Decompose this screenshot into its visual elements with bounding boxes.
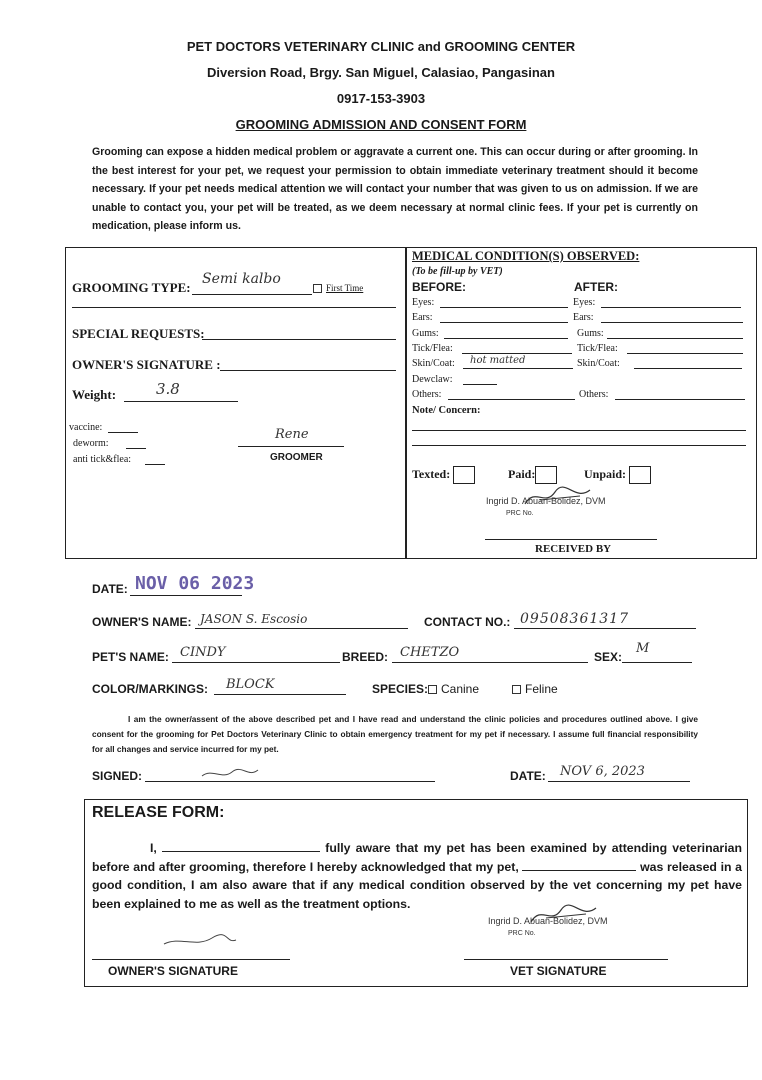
before-gums-label: Gums: bbox=[412, 328, 439, 339]
texted-checkbox[interactable] bbox=[453, 466, 475, 484]
pet-name-value[interactable]: CINDY bbox=[180, 645, 226, 660]
canine-checkbox[interactable] bbox=[428, 685, 437, 694]
clinic-address: Diversion Road, Brgy. San Miguel, Calasiao, Pangasinan bbox=[207, 65, 555, 80]
before-tickflea-label: Tick/Flea: bbox=[412, 343, 453, 354]
owner-name-label: OWNER'S NAME: bbox=[92, 615, 192, 629]
breed-label: BREED: bbox=[342, 650, 389, 664]
consent-paragraph: I am the owner/assent of the above described pet and I have read and understand the clinic policies and procedures outlined above. I give consent for the grooming for Pet Doctors Veterinary Clinic to obtain emergency treatment for my pet if necessary. I assume full financial responsibility for all changes and service incurred for my pet. bbox=[92, 714, 698, 754]
color-markings-value[interactable]: BLOCK bbox=[226, 677, 275, 692]
sex-label: SEX: bbox=[594, 650, 623, 664]
antitick-label: anti tick&flea: bbox=[73, 454, 132, 465]
after-ears-label: Ears: bbox=[573, 312, 594, 323]
after-eyes-label: Eyes: bbox=[573, 297, 596, 308]
after-tickflea-label: Tick/Flea: bbox=[577, 343, 618, 354]
date-stamp[interactable]: NOV 06 2023 bbox=[135, 573, 255, 594]
grooming-type-value[interactable]: Semi kalbo bbox=[202, 271, 281, 287]
received-by-label: RECEIVED BY bbox=[535, 543, 612, 555]
before-eyes-label: Eyes: bbox=[412, 297, 435, 308]
vet-stamp-bottom: Ingrid D. Abuan-Bolidez, DVM bbox=[488, 916, 608, 926]
pet-name-label: PET'S NAME: bbox=[92, 650, 169, 664]
owner-signature-mark bbox=[200, 764, 260, 784]
release-owner-signature bbox=[160, 930, 240, 952]
first-time-label: First Time bbox=[326, 283, 364, 293]
medical-subtitle: (To be fill-up by VET) bbox=[412, 266, 503, 277]
dewclaw-label: Dewclaw: bbox=[412, 374, 453, 385]
groomer-name[interactable]: Rene bbox=[275, 427, 309, 442]
vaccine-label: vaccine: bbox=[69, 422, 103, 433]
after-skincoat-label: Skin/Coat: bbox=[577, 358, 620, 369]
first-time-checkbox[interactable] bbox=[313, 284, 322, 293]
owner-signature-caption: OWNER'S SIGNATURE bbox=[108, 964, 238, 978]
form-title: GROOMING ADMISSION AND CONSENT FORM bbox=[235, 117, 527, 132]
texted-label: Texted: bbox=[412, 466, 475, 484]
before-skincoat-label: Skin/Coat: bbox=[412, 358, 455, 369]
after-label: AFTER: bbox=[574, 280, 618, 294]
contact-label: CONTACT NO.: bbox=[424, 615, 511, 629]
sex-value[interactable]: M bbox=[636, 641, 650, 656]
clinic-phone: 0917-153-3903 bbox=[336, 91, 426, 106]
vet-signature-top bbox=[520, 482, 600, 512]
skincoat-before-value[interactable]: hot matted bbox=[470, 355, 526, 366]
before-others-label: Others: bbox=[412, 389, 442, 400]
groomer-label: GROOMER bbox=[270, 452, 323, 463]
color-markings-label: COLOR/MARKINGS: bbox=[92, 682, 208, 696]
prc-label-top: PRC No. bbox=[506, 510, 534, 517]
unpaid-label: Unpaid: bbox=[584, 466, 651, 484]
release-title: RELEASE FORM: bbox=[92, 804, 225, 821]
date-label: DATE: bbox=[92, 582, 128, 596]
signed-date-label: DATE: bbox=[510, 769, 546, 783]
owner-name-value[interactable]: JASON S. Escosio bbox=[200, 612, 308, 626]
clinic-name: PET DOCTORS VETERINARY CLINIC and GROOMING CENTER bbox=[186, 39, 576, 54]
grooming-type-label: GROOMING TYPE: bbox=[72, 280, 191, 295]
feline-checkbox[interactable] bbox=[512, 685, 521, 694]
column-divider bbox=[405, 247, 407, 559]
signed-date-value[interactable]: NOV 6, 2023 bbox=[560, 764, 645, 779]
vet-signature-caption: VET SIGNATURE bbox=[510, 964, 607, 978]
medical-conditions-title: MEDICAL CONDITION(S) OBSERVED: bbox=[412, 249, 640, 263]
prc-label-bottom: PRC No. bbox=[508, 930, 536, 937]
before-label: BEFORE: bbox=[412, 280, 466, 294]
breed-value[interactable]: CHETZO bbox=[400, 645, 460, 660]
owner-signature-label: OWNER'S SIGNATURE : bbox=[72, 357, 221, 372]
vet-stamp-top: Ingrid D. Abuan-Bolidez, DVM bbox=[486, 496, 606, 506]
vet-signature-bottom bbox=[526, 900, 606, 930]
note-concern-label: Note/ Concern: bbox=[412, 405, 481, 416]
special-requests-label: SPECIAL REQUESTS: bbox=[72, 326, 205, 341]
contact-value[interactable]: 09508361317 bbox=[520, 611, 629, 627]
species-canine-option[interactable]: Canine bbox=[428, 682, 479, 696]
release-paragraph: I, fully aware that my pet has been examined by attending veterinarian before and after grooming, therefore I hereby acknowledged that my pet, was released in a good condition, I am also aware that if any medical condition observed by the vet concerning my pet have been explained to me as well as the treatment options. bbox=[92, 841, 743, 911]
weight-label: Weight: bbox=[72, 387, 117, 402]
first-time-option[interactable] bbox=[313, 283, 363, 293]
signed-label: SIGNED: bbox=[92, 769, 143, 783]
weight-value[interactable]: 3.8 bbox=[156, 380, 180, 398]
species-feline-option[interactable]: Feline bbox=[512, 682, 558, 696]
intro-paragraph: Grooming can expose a hidden medical problem or aggravate a current one. This can occur during or after grooming. In the best interest for your pet, we request your permission to obtain immediate veterinary treatment should it become necessary. If your pet needs medical attention we will contact your number that was given to us on admission. If we are unable to contact you, your pet will be treated, as we deem necessary at normal clinic fees. If your pet is currently on medication, please inform us. bbox=[92, 146, 698, 232]
paid-label: Paid: bbox=[508, 466, 557, 484]
before-ears-label: Ears: bbox=[412, 312, 433, 323]
deworm-label: deworm: bbox=[73, 438, 109, 449]
after-gums-label: Gums: bbox=[577, 328, 604, 339]
unpaid-checkbox[interactable] bbox=[629, 466, 651, 484]
species-label: SPECIES: bbox=[372, 682, 429, 696]
after-others-label: Others: bbox=[579, 389, 609, 400]
